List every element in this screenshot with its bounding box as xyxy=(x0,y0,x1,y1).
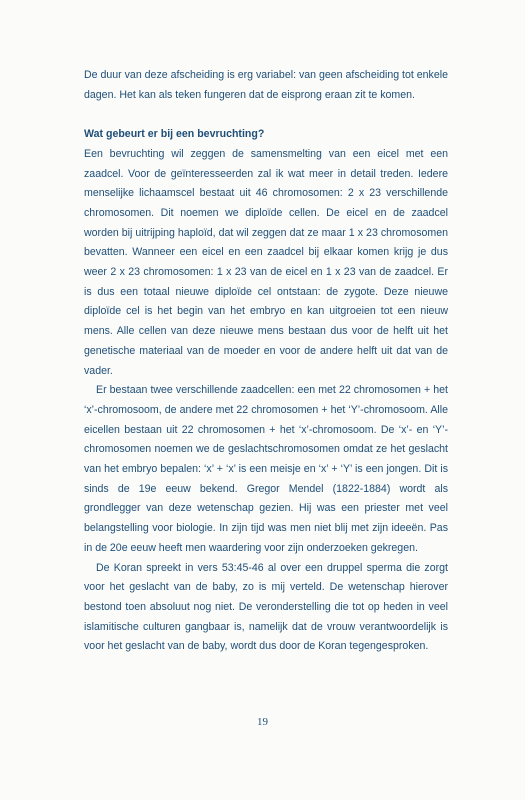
section-heading: Wat gebeurt er bij een bevruchting? xyxy=(84,128,265,141)
paragraph-2: Een bevruchting wil zeggen de samensmelting van een eicel met een zaadcel. Voor de geïnteresseerden zal ik wat meer in detail treden. Iedere menselijke lichaamscel bestaat uit 46 chromosomen: 2 x 23 verschillende chromosomen. Dit noemen we diploïde cellen. De eicel en de zaadcel worden bij uitrijping haploïd, dat wil zeggen dat ze maar 1 x 23 chromosomen bevatten. Wanneer een eicel en een zaadcel bij elkaar komen krijg je dus weer 2 x 23 chromosomen: 1 x 23 van de eicel en 1 x 23 van de zaadcel. Er is dus een totaal nieuwe diploïde cel ontstaan: de zygote. Deze nieuwe diploïde cel is het begin van het embryo en kan uitgroeien tot een nieuw mens. Alle cellen van deze nieuwe mens bestaan dus voor de helft uit het genetische materiaal van de moeder en voor de andere helft uit dat van de vader. xyxy=(84,147,448,377)
paragraph-4: De Koran spreekt in vers 53:45-46 al over een druppel sperma die zorgt voor het geslacht van de baby, zo is mij verteld. De wetenschap hierover bestond toen absoluut nog niet. De veronderstelling die tot op heden in veel islamitische culturen gangbaar is, namelijk dat de vrouw verantwoordelijk is voor het geslacht van de baby, wordt dus door de Koran tegengesproken. xyxy=(84,561,448,653)
page-number: 19 xyxy=(257,716,268,728)
section-gap xyxy=(84,105,448,125)
paragraph-1: De duur van deze afscheiding is erg variabel: van geen afscheiding tot enkele dagen. Het kan als teken fungeren dat de eisprong eraan zit te komen. xyxy=(84,69,448,101)
paragraph-3: Er bestaan twee verschillende zaadcellen: een met 22 chromosomen + het ‘x’-chromosoom, de andere met 22 chromosomen + het ‘Y’-chromosoom. Alle eicellen bestaan uit 22 chromosomen + het ‘x’-chromosoom. De ‘x’- en ‘Y’-chromosomen noemen we de geslachtschromosomen omdat ze het geslacht van het embryo bepalen: ‘x’ + ‘x’ is een meisje en ‘x’ + ‘Y’ is een jongen. Dit is sinds de 19e eeuw bekend. Gregor Mendel (1822-1884) wordt als grondlegger van deze wetenschap gezien. Hij was een priester met veel belangstelling voor biologie. In zijn tijd was men niet blij met zijn ideeën. Pas in de 20e eeuw heeft men waardering voor zijn onderzoeken gekregen. xyxy=(84,384,448,554)
page-body xyxy=(84,66,448,657)
